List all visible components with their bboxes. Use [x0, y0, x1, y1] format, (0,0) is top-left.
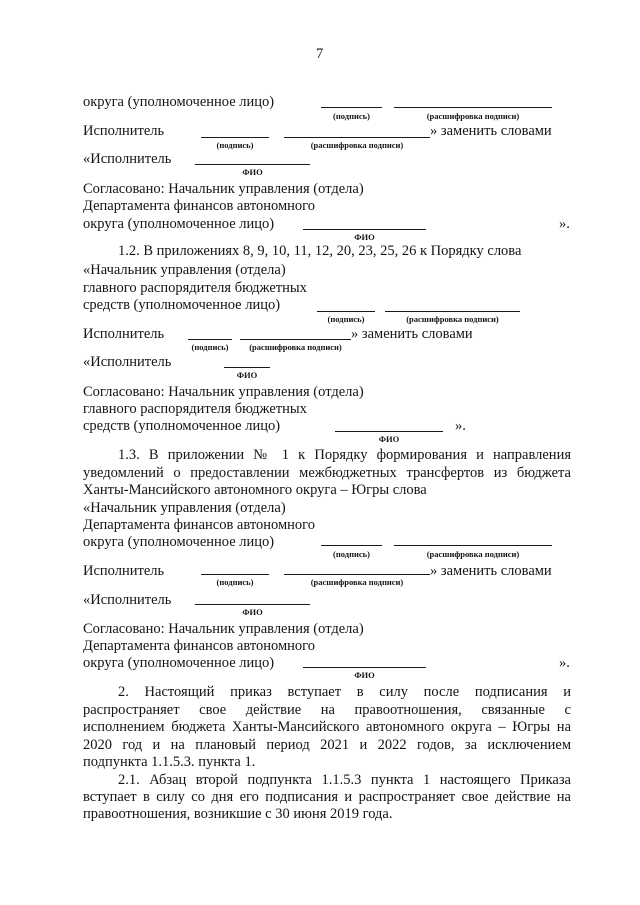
closing-quote: ». — [455, 418, 466, 434]
fio-caption: ФИО — [242, 607, 263, 617]
item-2-1-paragraph: правоотношения, возникшие с 30 июня 2019 года. — [83, 806, 393, 822]
item-2-1-paragraph: вступает в силу со дня его подписания и распространяет свое действие на — [83, 789, 571, 805]
item-2-paragraph: распространяет свое действие на правоотношения, связанные с — [83, 702, 571, 718]
item-1-3-paragraph: уведомлений о предоставлении межбюджетных трансфертов из бюджета — [83, 465, 571, 481]
closing-quote: ». — [559, 655, 570, 671]
decryption-line — [240, 339, 351, 340]
signature-line — [317, 311, 375, 312]
item-1-2-heading: 1.2. В приложениях 8, 9, 10, 11, 12, 20, 23, 25, 26 к Порядку слова — [118, 243, 522, 259]
fio-line — [335, 431, 443, 432]
decryption-caption: (расшифровка подписи) — [310, 140, 404, 150]
fio-line — [303, 667, 426, 668]
decryption-caption: (расшифровка подписи) — [426, 549, 520, 559]
decryption-caption: (расшифровка подписи) — [406, 314, 499, 324]
item-2-paragraph: исполнением бюджета Ханты-Мансийского автономного округа – Югры на — [83, 719, 571, 735]
quote-line: округа (уполномоченное лицо) — [83, 534, 275, 550]
okrug-line: округа (уполномоченное лицо) — [83, 655, 275, 671]
decryption-caption: (расшифровка подписи) — [310, 577, 404, 587]
quote-line: «Начальник управления (отдела) — [83, 262, 286, 278]
ispolnitel-label: Исполнитель — [83, 563, 165, 579]
decryption-caption: (расшифровка подписи) — [249, 342, 342, 352]
fio-caption: ФИО — [236, 370, 258, 380]
signature-caption: (подпись) — [191, 342, 229, 352]
soglasovano-line: Согласовано: Начальник управления (отдела) — [83, 621, 364, 637]
sredstv-line: средств (уполномоченное лицо) — [83, 418, 281, 434]
signature-line — [321, 107, 382, 108]
decryption-line — [394, 545, 552, 546]
fio-line — [195, 604, 310, 605]
signature-caption: (подпись) — [333, 549, 370, 559]
fio-caption: ФИО — [354, 670, 375, 680]
signature-line — [188, 339, 232, 340]
quote-line: главного распорядителя бюджетных — [83, 280, 307, 296]
decryption-line — [394, 107, 552, 108]
decryption-line — [385, 311, 520, 312]
fio-line — [195, 164, 310, 165]
ispolnitel-quoted: «Исполнитель — [83, 151, 172, 167]
okrug-line: округа (уполномоченное лицо) — [83, 216, 275, 232]
signature-line — [201, 137, 269, 138]
fio-caption: ФИО — [378, 434, 400, 444]
page-number: 7 — [316, 46, 324, 62]
decryption-line — [284, 137, 430, 138]
okrug-line: округа (уполномоченное лицо) — [83, 94, 275, 110]
department-line: Департамента финансов автономного — [83, 198, 315, 214]
closing-quote: ». — [559, 216, 570, 232]
department-line: Департамента финансов автономного — [83, 638, 315, 654]
replace-phrase: » заменить словами — [430, 123, 552, 139]
signature-line — [321, 545, 382, 546]
item-2-paragraph: 2020 год и на плановый период 2021 и 2022 годов, за исключением — [83, 737, 571, 753]
item-2-paragraph: 2. Настоящий приказ вступает в силу после подписания и — [118, 684, 571, 700]
item-1-3-paragraph: Ханты-Мансийского автономного округа – Югры слова — [83, 482, 427, 498]
fio-line — [224, 367, 270, 368]
item-2-paragraph: подпункта 1.1.5.3. пункта 1. — [83, 754, 256, 770]
ispolnitel-label: Исполнитель — [83, 326, 165, 342]
ispolnitel-quoted: «Исполнитель — [83, 354, 172, 370]
fio-caption: ФИО — [242, 167, 263, 177]
fio-line — [303, 229, 426, 230]
quote-line: «Начальник управления (отдела) — [83, 500, 286, 516]
decryption-caption: (расшифровка подписи) — [426, 111, 520, 121]
quote-line: средств (уполномоченное лицо) — [83, 297, 281, 313]
quote-line: Департамента финансов автономного — [83, 517, 315, 533]
ispolnitel-quoted: «Исполнитель — [83, 592, 172, 608]
decryption-line — [284, 574, 430, 575]
signature-caption: (подпись) — [333, 111, 370, 121]
glav-line: главного распорядителя бюджетных — [83, 401, 307, 417]
replace-phrase: » заменить словами — [351, 326, 473, 342]
replace-phrase: » заменить словами — [430, 563, 552, 579]
signature-line — [201, 574, 269, 575]
ispolnitel-label: Исполнитель — [83, 123, 165, 139]
signature-caption: (подпись) — [216, 577, 254, 587]
soglasovano-line: Согласовано: Начальник управления (отдела) — [83, 384, 364, 400]
signature-caption: (подпись) — [216, 140, 254, 150]
fio-caption: ФИО — [354, 232, 375, 242]
signature-caption: (подпись) — [327, 314, 365, 324]
item-1-3-paragraph: 1.3. В приложении № 1 к Порядку формирования и направления — [118, 447, 571, 463]
soglasovano-line: Согласовано: Начальник управления (отдела) — [83, 181, 364, 197]
item-2-1-paragraph: 2.1. Абзац второй подпункта 1.1.5.3 пункта 1 настоящего Приказа — [118, 772, 571, 788]
